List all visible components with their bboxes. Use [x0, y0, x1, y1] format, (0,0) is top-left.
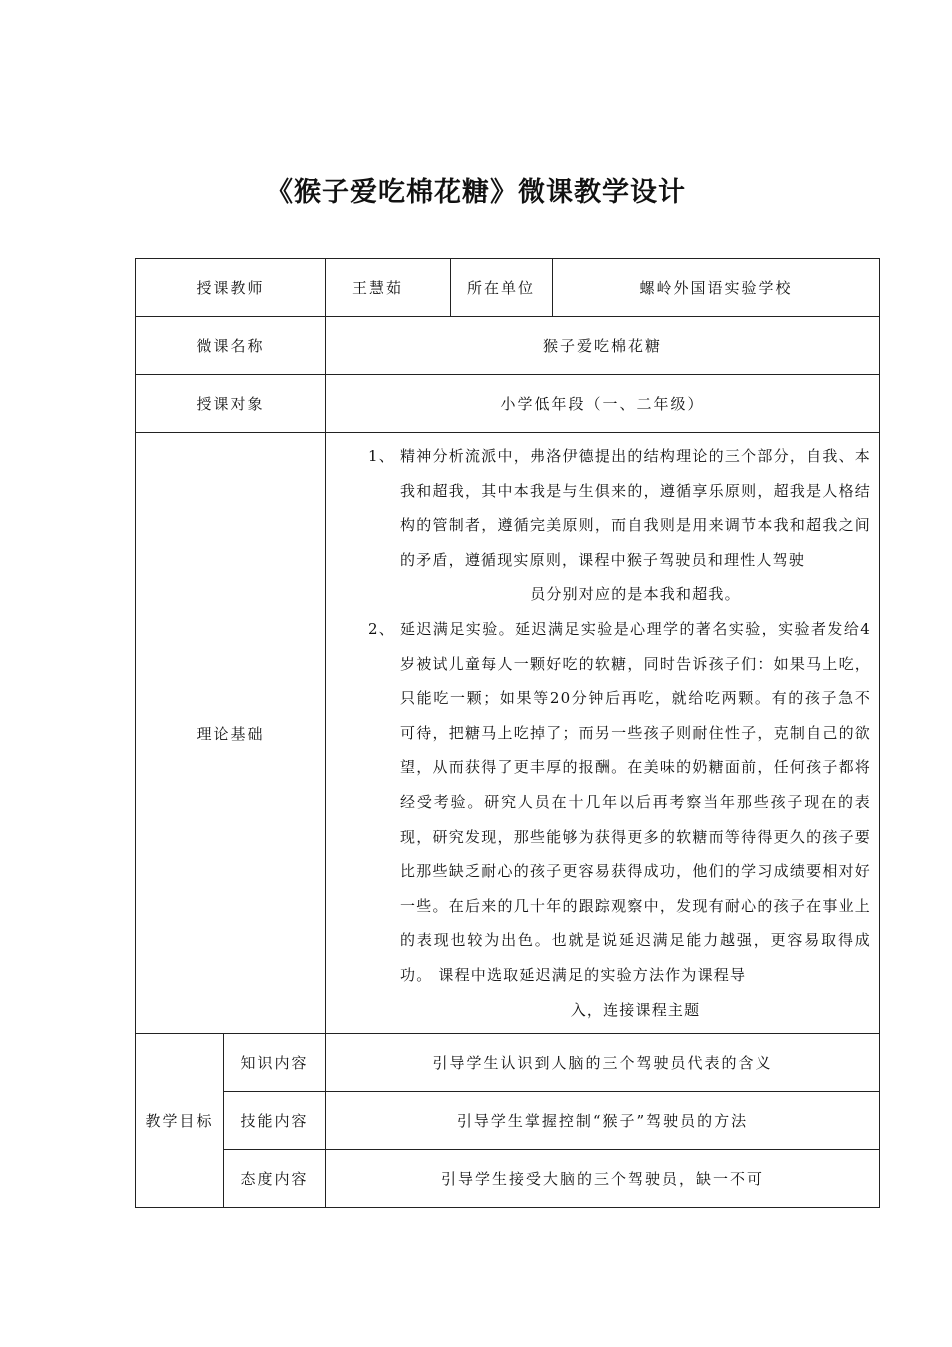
goal-skill-value: 引导学生掌握控制“猴子”驾驶员的方法: [326, 1092, 880, 1150]
goal-row-attitude: [136, 1150, 880, 1208]
course-value: 猴子爱吃棉花糖: [326, 317, 880, 375]
theory-item-1: [336, 439, 871, 612]
theory-item-2-number: 2、: [368, 619, 395, 638]
course-label: 微课名称: [136, 317, 326, 375]
course-row: [136, 317, 880, 375]
teacher-label: 授课教师: [136, 259, 326, 317]
theory-item-2-text: 延迟满足实验。延迟满足实验是心理学的著名实验，实验者发给4岁被试儿童每人一颗好吃的软糖，同时告诉孩子们：如果马上吃，只能吃一颗；如果等20分钟后再吃，就给吃两颗。有的孩子急不可待，把糖马上吃掉了；而另一些孩子则耐住性子，克制自己的欲望，从而获得了更丰厚的报酬。在美味的奶糖面前，任何孩子都将经受考验。研究人员在十几年以后再考察当年那些孩子现在的表现，研究发现，那些能够为获得更多的软糖而等待得更久的孩子要比那些缺乏耐心的孩子更容易获得成功，他们的学习成绩要相对好一些。在后来的几十年的跟踪观察中，发现有耐心的孩子在事业上的表现也较为出色。也就是说延迟满足能力越强，更容易取得成功。 课程中选取延迟满足的实验方法作为课程导: [400, 619, 872, 984]
theory-item-1-text: 精神分析流派中，弗洛伊德提出的结构理论的三个部分，自我、本我和超我，其中本我是与生俱来的，遵循享乐原则，超我是人格结构的管制者，遵循完美原则，而自我则是用来调节本我和超我之间的矛盾，遵循现实原则，课程中猴子驾驶员和理性人驾驶: [400, 447, 872, 569]
audience-label: 授课对象: [136, 375, 326, 433]
goal-knowledge-label: 知识内容: [224, 1034, 326, 1092]
teacher-value: 王慧茹: [326, 259, 451, 317]
theory-item-1-number: 1、: [368, 447, 395, 465]
goal-attitude-label: 态度内容: [224, 1150, 326, 1208]
theory-item-2-tail: 入，连接课程主题: [570, 1000, 701, 1019]
teacher-row: [136, 259, 880, 317]
goal-skill-label: 技能内容: [224, 1092, 326, 1150]
theory-item-1-tail: 员分别对应的是本我和超我。: [530, 585, 741, 604]
goal-attitude-value: 引导学生接受大脑的三个驾驶员，缺一不可: [326, 1150, 880, 1208]
audience-value: 小学低年段（一、二年级）: [326, 375, 880, 433]
theory-label: 理论基础: [136, 433, 326, 1034]
theory-row: [136, 433, 880, 1034]
unit-value: 螺岭外国语实验学校: [553, 259, 880, 317]
goals-label: 教学目标: [136, 1034, 224, 1208]
audience-row: [136, 375, 880, 433]
lesson-design-table: [135, 258, 880, 1208]
goal-row-knowledge: [136, 1034, 880, 1092]
unit-label: 所在单位: [451, 259, 553, 317]
goal-knowledge-value: 引导学生认识到人脑的三个驾驶员代表的含义: [326, 1034, 880, 1092]
document-title: 《猴子爱吃棉花糖》微课教学设计: [266, 177, 686, 208]
goal-row-skill: [136, 1092, 880, 1150]
theory-item-2: [336, 612, 871, 1027]
theory-content: [326, 433, 880, 1034]
